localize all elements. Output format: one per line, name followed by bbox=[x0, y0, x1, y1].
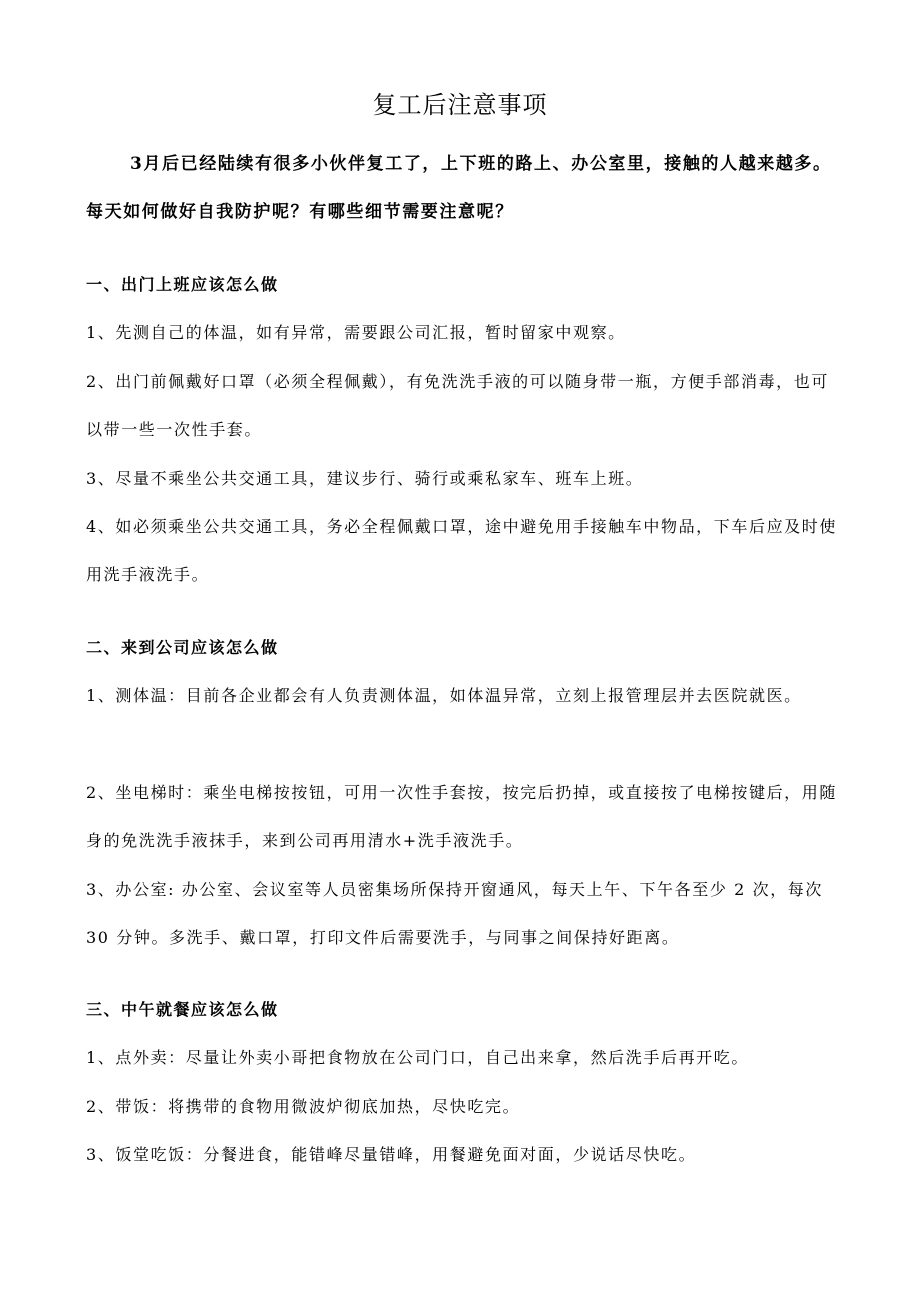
list-item: 1、测体温：目前各企业都会有人负责测体温，如体温异常，立刻上报管理层并去医院就医。 bbox=[86, 686, 802, 705]
section-heading-lunch: 三、中午就餐应该怎么做 bbox=[86, 1000, 279, 1019]
list-item: 1、先测自己的体温，如有异常，需要跟公司汇报，暂时留家中观察。 bbox=[86, 323, 626, 342]
list-item: 3、尽量不乘坐公共交通工具，建议步行、骑行或乘私家车、班车上班。 bbox=[86, 469, 644, 488]
list-item: 2、带饭：将携带的食物用微波炉彻底加热，尽快吃完。 bbox=[86, 1097, 521, 1116]
list-item: 4、如必须乘坐公共交通工具，务必全程佩戴口罩，途中避免用手接触车中物品，下车后应及时使用洗手液洗手。 bbox=[86, 517, 837, 584]
list-item: 3、办公室: 办公室、会议室等人员密集场所保持开窗通风，每天上午、下午各至少 2 次，每次 30 分钟。多洗手、戴口罩，打印文件后需要洗手，与同事之间保持好距离。 bbox=[86, 880, 824, 947]
intro-paragraph: 3月后已经陆续有很多小伙伴复工了，上下班的路上、办公室里，接触的人越来越多。每天如何做好自我防护呢？有哪些细节需要注意呢？ bbox=[86, 154, 832, 222]
list-item: 2、出门前佩戴好口罩（必须全程佩戴），有免洗洗手液的可以随身带一瓶，方便手部消毒，也可以带一些一次性手套。 bbox=[86, 372, 829, 439]
list-item: 3、饭堂吃饭：分餐进食，能错峰尽量错峰，用餐避免面对面，少说话尽快吃。 bbox=[86, 1145, 697, 1164]
list-item: 2、坐电梯时：乘坐电梯按按钮，可用一次性手套按，按完后扔掉，或直接按了电梯按键后，用随身的免洗洗手液抹手，来到公司再用清水+洗手液洗手。 bbox=[86, 783, 837, 850]
document-title: 复工后注意事项 bbox=[372, 91, 548, 119]
section-heading-commute: 一、出门上班应该怎么做 bbox=[86, 275, 279, 294]
list-item: 1、点外卖：尽量让外卖小哥把食物放在公司门口，自己出来拿，然后洗手后再开吃。 bbox=[86, 1048, 749, 1067]
section-heading-office-arrival: 二、来到公司应该怎么做 bbox=[86, 638, 279, 657]
